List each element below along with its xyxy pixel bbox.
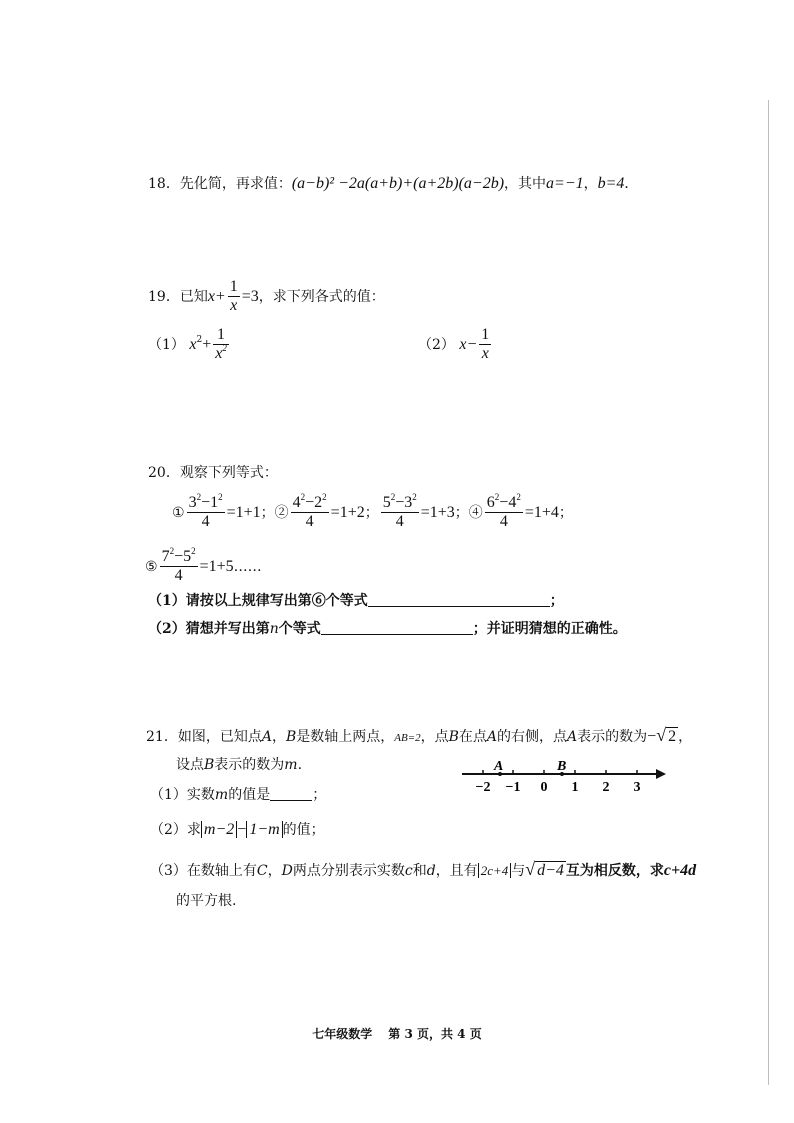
q18-expression: (a−b)² −2a(a+b)+(a+2b)(a−2b) — [291, 175, 505, 192]
tick-label: 0 — [540, 780, 548, 795]
q21-p3-e: 的平方根. — [176, 893, 237, 909]
number-line-figure — [460, 758, 672, 798]
q21-line-2 — [176, 758, 302, 772]
q20-p2-n: n — [269, 621, 279, 637]
question-20 — [148, 466, 278, 480]
q19-number: 19． — [148, 288, 180, 305]
q21-part-3-line-2 — [176, 894, 236, 908]
q21-ab: AB=2 — [394, 732, 421, 744]
q18-cond-a: a=−1 — [546, 175, 584, 192]
q21-line2-b: 表示的数为 — [214, 757, 285, 773]
q21-abs-expr: 2c+4 — [478, 863, 512, 878]
q21-c: c — [404, 863, 413, 879]
q21-point-d: D — [281, 863, 293, 879]
q19-p1-num: 1 — [213, 326, 229, 345]
q19-p2-den: x — [481, 345, 489, 363]
footer-page-number: 第 3 页，共 4 页 — [388, 1027, 482, 1041]
q20-equation-row-2 — [145, 548, 262, 586]
q21-neg-sign: − — [647, 728, 657, 745]
q20-equation-row-1 — [172, 494, 573, 532]
q19-eq: =3 — [241, 287, 259, 305]
q20-equation-5: ⑤ $\frac{7^2-5^2}{4}$ =1+5…… — [145, 546, 262, 585]
q21-comma: ， — [271, 729, 286, 745]
q18-number: 18． — [148, 176, 180, 192]
q21-point-b-3: B — [204, 757, 215, 773]
q18-cond-b: b=4 — [597, 175, 625, 192]
q19-x-plus: x+ — [207, 287, 226, 305]
q20-p2-text-b: 个等式 — [278, 621, 321, 637]
question-19 — [148, 278, 385, 316]
q19-p2-num: 1 — [479, 326, 491, 345]
q21-d: d — [426, 863, 436, 879]
q21-line1-f: 表示的数为 — [577, 729, 648, 745]
tick-label: −2 — [475, 780, 491, 795]
q21-p3-c: ，且有 — [435, 863, 478, 879]
q19-frac-num: 1 — [228, 278, 240, 297]
q21-point-b-2: B — [448, 729, 459, 745]
q20-equation-1: ① $\frac{3^2-1^2}{4}$ =1+1； — [172, 492, 275, 531]
q21-line1-a: 如图，已知点 — [177, 729, 262, 745]
q18-end: ． — [624, 176, 639, 192]
q21-point-a-3: A — [567, 729, 578, 745]
q21-p1-answer-blank[interactable] — [270, 788, 312, 801]
q21-part-3 — [150, 860, 696, 879]
page-footer — [0, 1025, 794, 1042]
q21-line1-c: ，点 — [420, 729, 449, 745]
q20-p1-end: ； — [549, 593, 564, 609]
tick-label: 2 — [602, 780, 610, 795]
tick-label: −1 — [505, 780, 521, 795]
q19-p2-x: x− — [459, 335, 478, 353]
q21-p1-b: 的值是 — [228, 787, 271, 803]
q18-text: 先化简，再求值： — [179, 176, 292, 192]
q20-p2-text-a: （2）猜想并写出第 — [148, 621, 270, 637]
q19-part-2 — [418, 326, 493, 364]
q21-point-c: C — [256, 863, 268, 879]
q21-part-1 — [150, 788, 326, 802]
point-a-label: A — [494, 759, 504, 774]
q19-p1-den: $x^2$ — [215, 343, 227, 363]
q20-p2-answer-blank[interactable] — [321, 622, 473, 635]
q19-p2-label: （2） — [418, 336, 455, 353]
q21-p3-d: 互为相反数，求 — [565, 863, 664, 879]
q21-line2-a: 设点 — [176, 757, 204, 773]
q20-p1-answer-blank[interactable] — [368, 594, 550, 607]
q21-p3-a: （3）在数轴上有 — [150, 863, 257, 879]
q21-period: . — [297, 757, 303, 773]
q21-line1-d: 在点 — [458, 729, 487, 745]
q21-m: m — [284, 757, 298, 773]
q19-fraction — [228, 278, 240, 316]
q21-and: 和 — [412, 863, 427, 879]
q21-p2-a: （2）求 — [150, 822, 201, 838]
q20-p2-end: ；并证明猜想的正确性。 — [472, 621, 627, 637]
q20-part-1 — [148, 594, 564, 608]
q20-part-2 — [148, 622, 627, 636]
footer-subject: 七年级数学 — [312, 1027, 373, 1041]
q21-line1-e: 的右侧，点 — [497, 729, 568, 745]
q18-where: ，其中 — [504, 176, 547, 192]
q19-frac-den: x — [230, 297, 238, 315]
q20-number: 20． — [148, 465, 180, 481]
q21-comma-2: ， — [678, 729, 693, 745]
q21-p1-a: （1）实数 — [150, 787, 215, 803]
point-b-label: B — [557, 759, 567, 774]
tick-label: 1 — [571, 780, 579, 795]
q21-p2-abs1: m−2 — [201, 821, 237, 838]
q21-number: 21． — [146, 729, 178, 745]
q21-p3-comma: ， — [267, 863, 282, 879]
page-edge-line — [768, 100, 769, 1085]
q21-point-a: A — [261, 729, 272, 745]
q21-part-2 — [150, 822, 325, 838]
q20-p1-text: （1）请按以上规律写出第⑥个等式 — [148, 593, 368, 609]
q21-with: 与 — [511, 863, 526, 879]
q19-part-1: （1） $x^2+$ $\frac{1}{x^2}$ — [148, 326, 227, 363]
q21-point-b: B — [285, 729, 297, 745]
q19-text-after: ，求下列各式的值： — [258, 288, 385, 305]
q19-text-before: 已知 — [179, 288, 208, 305]
q21-p2-end: 的值； — [282, 822, 325, 838]
q21-sqrt: √ 2 — [656, 725, 677, 745]
q20-equation-4: ④ $\frac{6^2-4^2}{4}$ =1+4； — [468, 492, 573, 531]
q21-sqrt-expr: √ d−4 — [525, 859, 564, 879]
q21-point-a-2: A — [486, 729, 498, 745]
q19-p1-x2: x — [189, 335, 197, 353]
q21-p1-m: m — [214, 787, 229, 803]
q20-text: 观察下列等式： — [179, 465, 278, 481]
q21-p1-end: ； — [312, 787, 327, 803]
number-line-arrow-icon — [656, 769, 666, 779]
q19-p1-fraction — [213, 326, 229, 364]
q20-equation-2: ② $\frac{4^2-2^2}{4}$ =1+2； — [274, 492, 379, 531]
q19-p2-fraction — [479, 326, 491, 364]
q19-p1-label: （1） — [148, 336, 185, 353]
question-21 — [146, 726, 692, 745]
q21-p2-minus: − — [237, 821, 247, 838]
q21-target: c+4d — [663, 862, 697, 879]
question-18 — [148, 176, 638, 192]
q21-p3-b: 两点分别表示实数 — [292, 863, 405, 879]
q21-line1-b: 是数轴上两点， — [296, 729, 395, 745]
q19-p1-plus: + — [202, 335, 212, 353]
q18-sep: ， — [583, 176, 598, 192]
q20-equation-3: $\frac{5^2-3^2}{4}$ =1+3； — [382, 492, 469, 531]
q21-p2-abs2: 1−m — [246, 821, 282, 838]
tick-label: 3 — [633, 780, 641, 795]
